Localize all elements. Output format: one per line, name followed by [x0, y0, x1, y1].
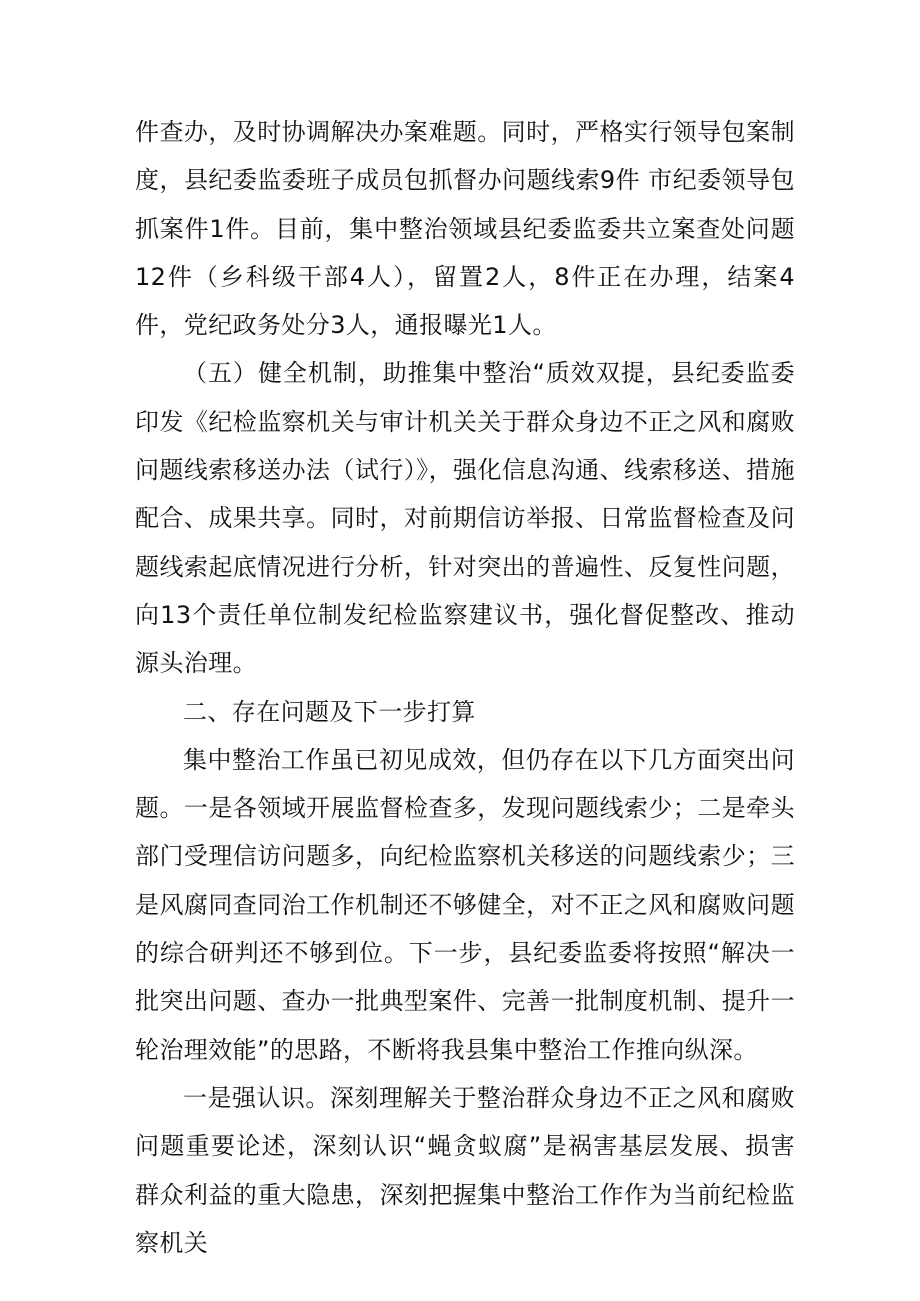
section-heading-problems: 二、存在问题及下一步打算 [183, 697, 476, 726]
paragraph-case-handling: 件查办，及时协调解决办案难题。同时，严格实行领导包案制度，县纪委监委班子成员包抓督办问题线索9件 市纪委领导包抓案件1件。目前，集中整治领域县纪委监委共立案查处问题12件（乡科级干部4人），留置2人，8件正在办理，结案4件，党纪政务处分3人，通报曝光1人。 [135, 118, 795, 340]
paragraph-problems: 集中整治工作虽已初见成效，但仍存在以下几方面突出问题。一是各领域开展监督检查多，发现问题线索少；二是牵头部门受理信访问题多，向纪检监察机关移送的问题线索少；三是风腐同查同治工作机制还不够健全，对不正之风和腐败问题的综合研判还不够到位。下一步，县纪委监委将按照“解决一批突出问题、查办一批典型案件、完善一批制度机制、提升一轮治理效能”的思路，不断将我县集中整治工作推向纵深。 [135, 745, 795, 1064]
paragraph-mechanism: （五）健全机制，助推集中整治“质效双提，县纪委监委印发《纪检监察机关与审计机关关于群众身边不正之风和腐败问题线索移送办法（试行）》，强化信息沟通、线索移送、措施配合、成果共享。同时，对前期信访举报、日常监督检查及问题线索起底情况进行分析，针对突出的普遍性、反复性问题，向13个责任单位制发纪检监察建议书，强化督促整改、推动源头治理。 [135, 359, 795, 678]
paragraph-awareness: 一是强认识。深刻理解关于整治群众身边不正之风和腐败问题重要论述，深刻认识“蝇贪蚁腐”是祸害基层发展、损害群众利益的重大隐患，深刻把握集中整治工作作为当前纪检监察机关 [135, 1083, 795, 1257]
document-body [135, 108, 795, 1267]
